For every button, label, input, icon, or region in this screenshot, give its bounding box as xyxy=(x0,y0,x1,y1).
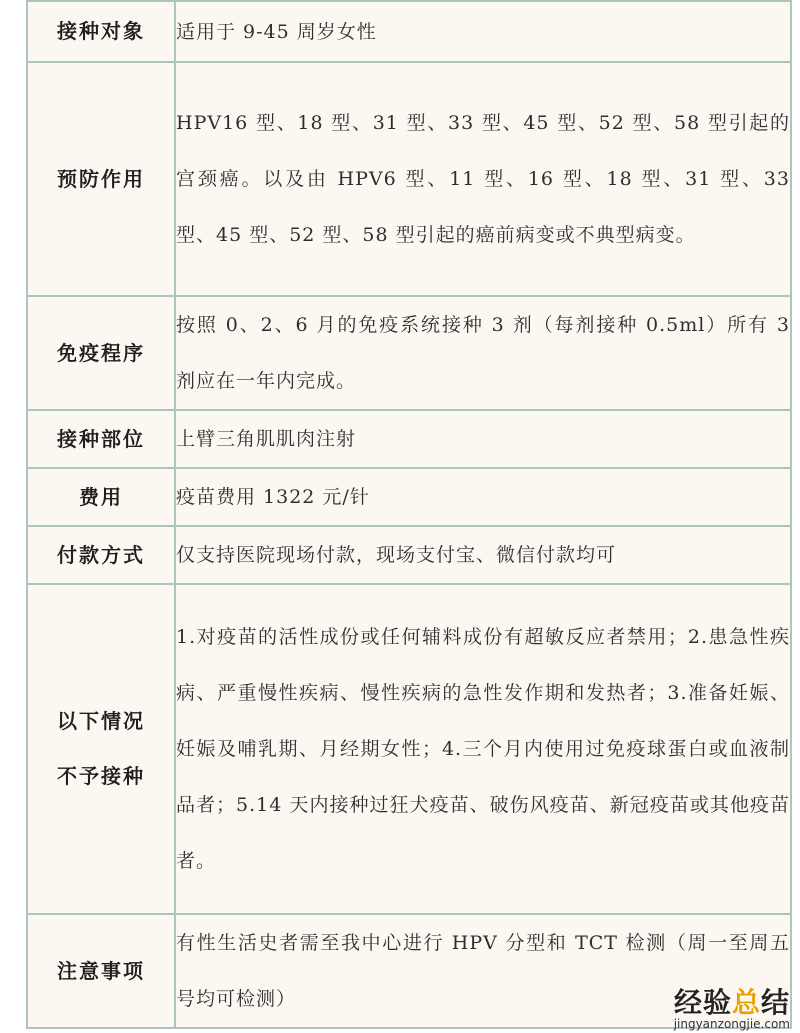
row-label-line: 不予接种 xyxy=(57,764,145,788)
table-row xyxy=(27,410,791,468)
watermark-logo-text xyxy=(674,981,790,1021)
row-label xyxy=(27,62,175,296)
row-value: 按照 0、2、6 月的免疫系统接种 3 剂（每剂接种 0.5ml）所有 3 剂应在一年内完成。 xyxy=(175,296,791,410)
row-label xyxy=(27,1,175,62)
row-value: 上臂三角肌肌肉注射 xyxy=(175,410,791,468)
watermark-text-a: 经验 xyxy=(673,986,732,1019)
row-label xyxy=(27,526,175,584)
row-value: HPV16 型、18 型、31 型、33 型、45 型、52 型、58 型引起的宫颈癌。以及由 HPV6 型、11 型、16 型、18 型、31 型、33 型、45 型、52 型、58 型引起的癌前病变或不典型病变。 xyxy=(175,62,791,296)
row-label xyxy=(27,468,175,526)
row-value: 疫苗费用 1322 元/针 xyxy=(175,468,791,526)
row-label-line: 接种部位 xyxy=(57,426,145,451)
row-label xyxy=(27,410,175,468)
table-row xyxy=(27,468,791,526)
table-row xyxy=(27,526,791,584)
vaccine-info-table xyxy=(26,0,792,1029)
row-label-line: 接种对象 xyxy=(57,19,145,43)
row-label-line: 费用 xyxy=(79,484,123,509)
table-row xyxy=(27,296,791,410)
row-label-line: 注意事项 xyxy=(57,958,145,983)
watermark-url: jingyanzongjie.com xyxy=(673,1017,790,1031)
site-watermark xyxy=(674,981,790,1031)
row-value: 有性生活史者需至我中心进行 HPV 分型和 TCT 检测（周一至周五号均可检测） xyxy=(175,914,791,1028)
row-label-line: 免疫程序 xyxy=(57,340,145,365)
row-label-line: 预防作用 xyxy=(57,166,145,191)
row-value: 1.对疫苗的活性成份或任何辅料成份有超敏反应者禁用；2.患急性疾病、严重慢性疾病、慢性疾病的急性发作期和发热者；3.准备妊娠、妊娠及哺乳期、月经期女性；4.三个月内使用过免疫球蛋白或血液制品者；5.14 天内接种过狂犬疫苗、破伤风疫苗、新冠疫苗或其他疫苗者。 xyxy=(175,584,791,914)
row-label xyxy=(27,296,175,410)
row-value: 适用于 9-45 周岁女性 xyxy=(175,1,791,62)
row-label xyxy=(27,584,175,914)
table-row xyxy=(27,62,791,296)
watermark-text-b: 总 xyxy=(731,986,761,1019)
table-row xyxy=(27,1,791,62)
row-label-line: 以下情况 xyxy=(57,709,145,733)
row-label xyxy=(27,914,175,1028)
row-value: 仅支持医院现场付款，现场支付宝、微信付款均可 xyxy=(175,526,791,584)
watermark-text-c: 结 xyxy=(760,986,790,1019)
table-row xyxy=(27,584,791,914)
row-label-line: 付款方式 xyxy=(57,542,145,567)
